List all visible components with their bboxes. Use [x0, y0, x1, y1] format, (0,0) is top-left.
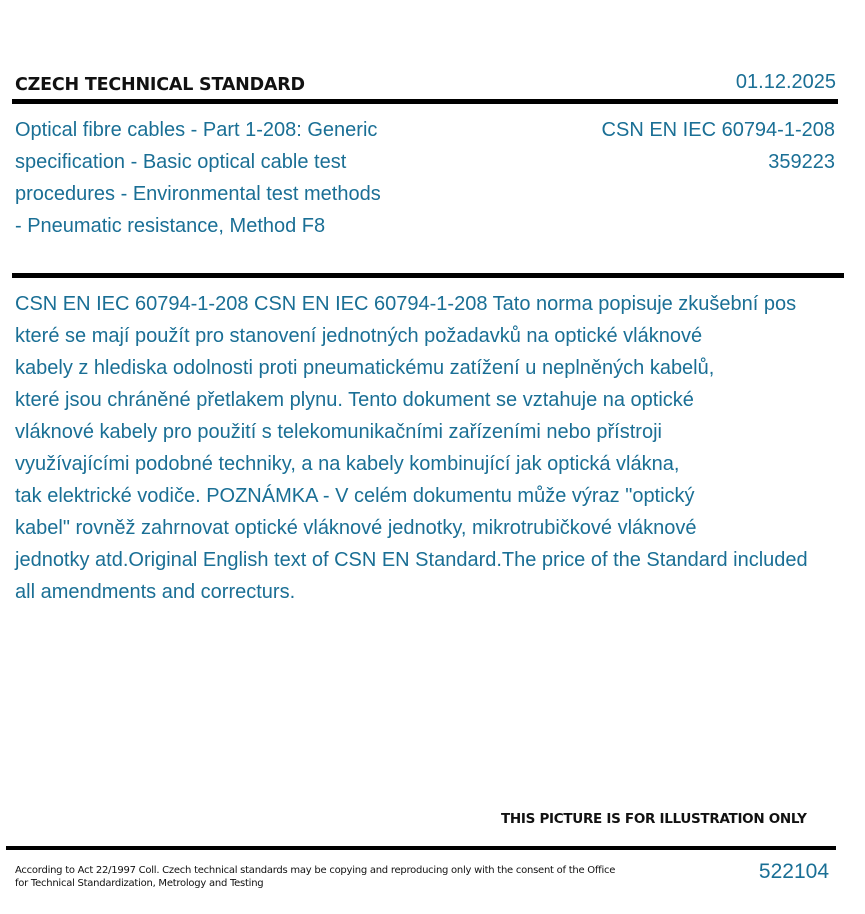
legal-notice — [15, 864, 615, 890]
title-line: Optical fibre cables - Part 1-208: Generic — [15, 119, 378, 141]
title-line: - Pneumatic resistance, Method F8 — [15, 215, 326, 237]
illustration-note: THIS PICTURE IS FOR ILLUSTRATION ONLY — [501, 811, 807, 827]
catalog-number: 359223 — [768, 151, 835, 173]
publication-date: 01.12.2025 — [735, 71, 836, 93]
document-id: 522104 — [758, 860, 829, 883]
title-line: specification - Basic optical cable test — [15, 151, 347, 173]
standard-type-label: CZECH TECHNICAL STANDARD — [15, 75, 305, 95]
description-line: vláknové kabely pro použití s telekomunikačními zařízeními nebo přístroji — [15, 421, 662, 443]
middle-divider — [12, 273, 844, 278]
title-line: procedures - Environmental test methods — [15, 183, 381, 205]
description-line: CSN EN IEC 60794-1-208 CSN EN IEC 60794-1-208 Tato norma popisuje zkušební pos — [15, 293, 797, 315]
standard-title — [15, 114, 435, 242]
standard-code: CSN EN IEC 60794-1-208 — [601, 119, 835, 141]
description-line: jednotky atd.Original English text of CSN EN Standard.The price of the Standard included — [15, 549, 808, 571]
description-line: kabel" rovněž zahrnovat optické vláknové jednotky, mikrotrubičkové vláknové — [15, 517, 697, 539]
description-line: využívajícími podobné techniky, a na kabely kombinující jak optická vlákna, — [15, 453, 680, 475]
standard-codes — [602, 114, 835, 178]
description-line: které se mají použít pro stanovení jednotných požadavků na optické vláknové — [15, 325, 703, 347]
description-line: all amendments and correcturs. — [15, 581, 296, 603]
description-line: které jsou chráněné přetlakem plynu. Tento dokument se vztahuje na optické — [15, 389, 694, 411]
top-divider — [12, 99, 838, 104]
standard-description — [15, 288, 808, 608]
legal-line: for Technical Standardization, Metrology and Testing — [15, 878, 264, 889]
description-line: kabely z hlediska odolnosti proti pneumatickému zatížení u neplněných kabelů, — [15, 357, 715, 379]
legal-line: According to Act 22/1997 Coll. Czech technical standards may be copying and reproducing only with the consent of the Office — [15, 865, 616, 876]
bottom-divider — [6, 846, 836, 850]
description-line: tak elektrické vodiče. POZNÁMKA - V celém dokumentu může výraz "optický — [15, 485, 695, 507]
